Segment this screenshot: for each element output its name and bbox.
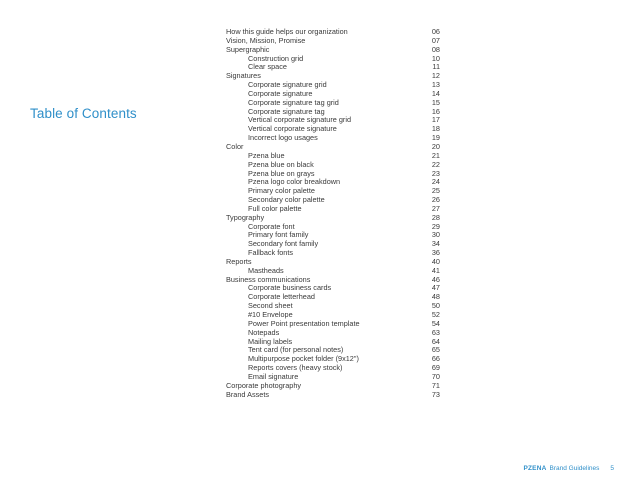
toc-entry-label: Reports [226,256,252,266]
toc-entry-page: 13 [431,80,440,90]
toc-entry-page: 25 [431,186,440,196]
toc-subentry [226,249,440,258]
toc-entry-label: Construction grid [248,53,304,63]
footer-page-number: 5 [610,465,614,472]
toc-entry-label: Pzena blue on grays [248,168,315,178]
toc-entry-label: Primary color palette [248,186,315,196]
toc-entry-page: 71 [431,380,440,390]
toc-entry-label: Pzena blue [248,150,285,160]
toc-entry-page: 12 [431,71,440,81]
toc-entry-page: 63 [431,327,440,337]
toc-entry-label: Email signature [248,371,299,381]
toc-entry-page: 20 [431,141,440,151]
toc-entry-page: 15 [431,97,440,107]
footer [523,465,614,472]
toc-entry-label: Reports covers (heavy stock) [248,363,343,373]
toc-entry-label: Tent card (for personal notes) [248,345,344,355]
toc-entry-label: #10 Envelope [248,310,293,319]
toc-entry-label: Corporate signature tag grid [248,97,339,107]
toc-entry-page: 26 [431,195,440,205]
toc-entry-page: 52 [431,310,440,319]
toc-entry-page: 11 [432,62,440,72]
toc-entry-page: 41 [431,265,440,275]
toc-entry-label: Mailing labels [248,336,293,346]
toc-entry-label: Corporate signature [248,88,313,98]
toc-entry-page: 22 [431,159,440,169]
toc-entry-label: Pzena blue on black [248,159,314,169]
page-title: Table of Contents [30,106,137,121]
toc-entry-page: 66 [431,354,440,364]
toc-entry-page: 18 [431,124,440,134]
toc-entry-page: 17 [431,115,440,125]
toc-entry-page: 21 [431,150,440,160]
toc-entry-label: Vertical corporate signature grid [248,115,352,125]
toc-entry-page: 65 [431,345,440,355]
toc-entry-page: 08 [431,44,440,54]
toc-entry-label: Multipurpose pocket folder (9x12") [248,354,359,364]
toc-entry-page: 64 [431,336,440,346]
toc-entry-page: 14 [431,88,440,98]
toc-entry-label: Corporate signature grid [248,80,327,90]
toc-entry-page: 70 [431,371,440,381]
toc-entry-page: 54 [431,318,440,328]
toc-entry-label: Corporate photography [226,380,302,390]
toc-entry-label: Corporate business cards [248,283,332,293]
toc-entry-page: 30 [431,230,440,240]
toc-entry-label: Secondary color palette [248,195,325,205]
toc-entry-page: 06 [431,27,440,36]
toc-entry-label: Fallback fonts [248,248,294,258]
toc-entry-label: Full color palette [248,203,302,213]
footer-document-name: Brand Guidelines [549,465,600,472]
toc-entry-page: 16 [431,106,440,116]
toc-entry-page: 34 [431,239,440,249]
footer-brand: PZENA [523,465,547,472]
toc-entry-page: 50 [431,301,440,311]
toc-entry-page: 29 [431,221,440,231]
toc-entry-page: 69 [431,363,440,373]
toc-entry-label: Corporate letterhead [248,292,315,302]
table-of-contents [226,28,440,399]
toc-entry-page: 36 [431,248,440,258]
toc-entry-label: Pzena logo color breakdown [248,177,341,187]
toc-entry-label: Secondary font family [248,239,319,249]
toc-entry-label: Vertical corporate signature [248,124,337,134]
toc-entry-page: 24 [431,177,440,187]
toc-entry-label: Supergraphic [226,44,270,54]
toc-entry-page: 07 [431,35,440,45]
toc-entry-page: 10 [431,53,440,63]
toc-entry-page: 40 [431,256,440,266]
toc-entry-page: 47 [431,283,440,293]
toc-entry-page: 19 [431,133,440,143]
toc-entry-page: 46 [431,274,440,284]
toc-entry-label: How this guide helps our organization [226,27,348,36]
toc-entry-label: Power Point presentation template [248,318,360,328]
toc-entry-label: Notepads [248,327,280,337]
toc-entry-page: 73 [431,389,440,399]
toc-entry-page: 28 [431,212,440,222]
toc-entry-label: Signatures [226,71,261,81]
toc-entry-label: Corporate font [248,221,295,231]
toc-entry [226,391,440,400]
toc-entry-label: Incorrect logo usages [248,133,318,143]
toc-entry-page: 23 [431,168,440,178]
toc-entry-label: Typography [226,212,265,222]
toc-entry-label: Vision, Mission, Promise [226,35,306,45]
toc-entry-label: Business communications [226,274,311,284]
toc-entry-label: Brand Assets [226,389,269,399]
toc-entry-label: Second sheet [248,301,293,311]
toc-entry-page: 48 [431,292,440,302]
toc-entry-label: Primary font family [248,230,309,240]
toc-entry-label: Corporate signature tag [248,106,325,116]
toc-entry-label: Clear space [248,62,287,72]
toc-entry-label: Color [226,141,244,151]
toc-entry-page: 27 [431,203,440,213]
toc-subentry [226,134,440,143]
toc-entry-label: Mastheads [248,265,284,275]
